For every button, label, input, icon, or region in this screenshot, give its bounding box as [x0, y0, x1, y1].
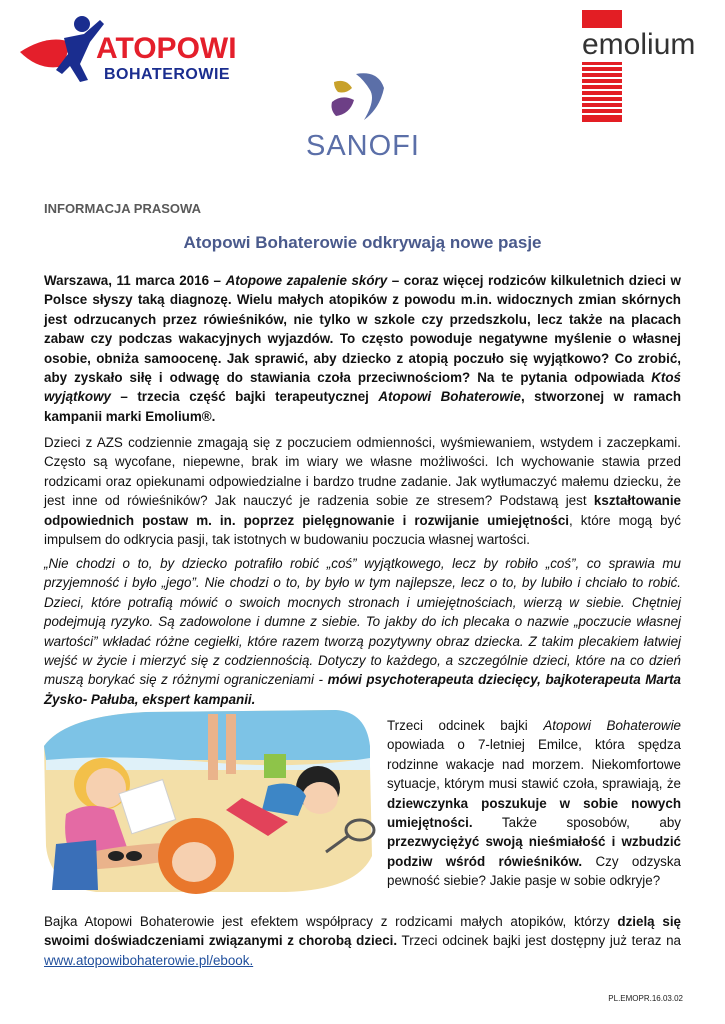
story-paragraph [387, 716, 681, 891]
body-text: Dzieci z AZS codziennie zmagają się z poczuciem odmienności, wyśmiewaniem, wstydem i zaczepkami. Często są wycofane, niepewne, brak im wiary we własne możliwości. Ich wychowanie stawia przed rodzicami oraz opiekunami odpowiedzialne i bardzo trudne zadanie. Jak wytłumaczyć małemu dziecku, że jest inne od rówieśników? Jak nauczyć je radzenia sobie ze stresem? Podstawą jest [44, 435, 681, 509]
emolium-logo [580, 10, 716, 122]
sanofi-wordmark: SANOFI [306, 130, 420, 162]
body-paragraph [44, 433, 681, 549]
atopowi-bohaterowie-logo [18, 14, 248, 84]
quote-attribution: mówi psychoterapeuta dziecięcy, bajkoterapeuta Marta Żysko- Pałuba, ekspert kampanii. [44, 672, 681, 707]
hero-figure-icon [18, 14, 108, 84]
page-title: Atopowi Bohaterowie odkrywają nowe pasje [183, 233, 542, 252]
quote-paragraph [44, 554, 681, 709]
body-bold: kształtowanie odpowiednich postaw m. in. poprzez pielęgnowanie i rozwijanie umiejętności [44, 493, 681, 528]
story-bold: dziewczynka poszukuje w sobie nowych umiejętności. [387, 795, 681, 831]
press-release-label: INFORMACJA PRASOWA [44, 201, 201, 216]
lead-text: , stworzonej w ramach kampanii marki Emolium®. [44, 389, 682, 424]
story-bold: przezwyciężyć swoją nieśmiałość i wzbudzić podziw wśród rówieśników. [387, 834, 681, 869]
lead-emphasis-diagnosis: Atopowe zapalenie skóry [225, 273, 388, 288]
beach-scene-image [36, 706, 378, 894]
beach-illustration [36, 706, 378, 894]
story-text: opowiada o 7-letniej Emilce, która spędza rodzinne wakacje nad morzem. Niekomfortowe sytuacje, którym musi stawić czoła, sprawiają, że [387, 737, 681, 792]
sanofi-logo [300, 70, 420, 162]
closing-text: Trzeci odcinek bajki jest dostępny już teraz na [397, 933, 682, 949]
sanofi-bird-icon [300, 70, 420, 130]
closing-paragraph [44, 912, 681, 970]
atopowi-logo-line1: ATOPOWI [96, 32, 237, 65]
story-text: Także sposobów, aby [472, 815, 681, 831]
closing-text: Bajka Atopowi Bohaterowie jest efektem współpracy z rodzicami małych atopików, którzy [44, 914, 618, 929]
document-code: PL.EMOPR.16.03.02 [608, 994, 683, 1003]
lead-emphasis-title: Ktoś wyjątkowy [44, 370, 681, 405]
story-text: Czy odzyska pewność siebie? Jakie pasje w sobie odkryje? [387, 853, 681, 889]
lead-paragraph [44, 271, 681, 426]
lead-text: – trzecia część bajki terapeutycznej [110, 389, 379, 405]
atopowi-logo-line2: BOHATEROWIE [104, 66, 231, 83]
lead-text: Warszawa, 11 marca 2016 – [44, 273, 226, 288]
ebook-link[interactable]: www.atopowibohaterowie.pl/ebook. [44, 952, 254, 968]
closing-bold: dzielą się swoimi doświadczeniami związanymi z chorobą dzieci. [44, 914, 681, 949]
emolium-wordmark: emolium [582, 28, 696, 61]
emolium-stripes-icon [582, 10, 622, 122]
body-text: , które mogą być impulsem do odkrycia pasji, tak istotnych w budowaniu poczucia własnej wartości. [44, 512, 681, 548]
quote-text: „Nie chodzi o to, by dziecko potrafiło robić „coś” wyjątkowego, lecz by robiło „coś”, co sprawia mu przyjemność i było „jego”. Nie chodzi o to, by było w tym najlepsze, lecz o to, by lubiło i chciało to robić. Dzieci, które potrafią mówić o swoich mocnych stronach i umiejętnościach, wierzą w siebie. Chętniej podejmują ryzyko. Są zadowolone i dumne z siebie. To jakby do ich plecaka o nazwie „poczucie własnej wartości” wkładać różne cegiełki, które razem tworzą pozytywny obraz dziecka. Z takim plecakiem łatwiej wejść w życie i mierzyć się z codziennością. Dotyczy to każdego, a szczególnie dzieci, które na co dzień muszą borykać się z różnymi ograniczeniami - [44, 556, 681, 688]
story-text: Trzeci odcinek bajki [387, 718, 544, 733]
lead-emphasis-book: Atopowi Bohaterowie [378, 389, 521, 405]
lead-text: – coraz więcej rodziców kilkuletnich dzieci w Polsce słyszy taką diagnozę. Wielu małych atopików z powodu m.in. widocznych zmian skórnych jest odrzucanych przez rówieśników, nie tylko w szkole czy przedszkolu, lecz także na placach zabaw czy podczas wakacyjnych wyjazdów. To często powoduje negatywne myślenie o własnej osobie, obniża samoocenę. Jak sprawić, aby dziecko z atopią poczuło się wyjątkowo? Co zrobić, aby zyskało siłę i odwagę do stawiania czoła przeciwnościom? Na te pytania odpowiada [44, 273, 681, 386]
story-emphasis-book: Atopowi Bohaterowie [543, 718, 681, 733]
